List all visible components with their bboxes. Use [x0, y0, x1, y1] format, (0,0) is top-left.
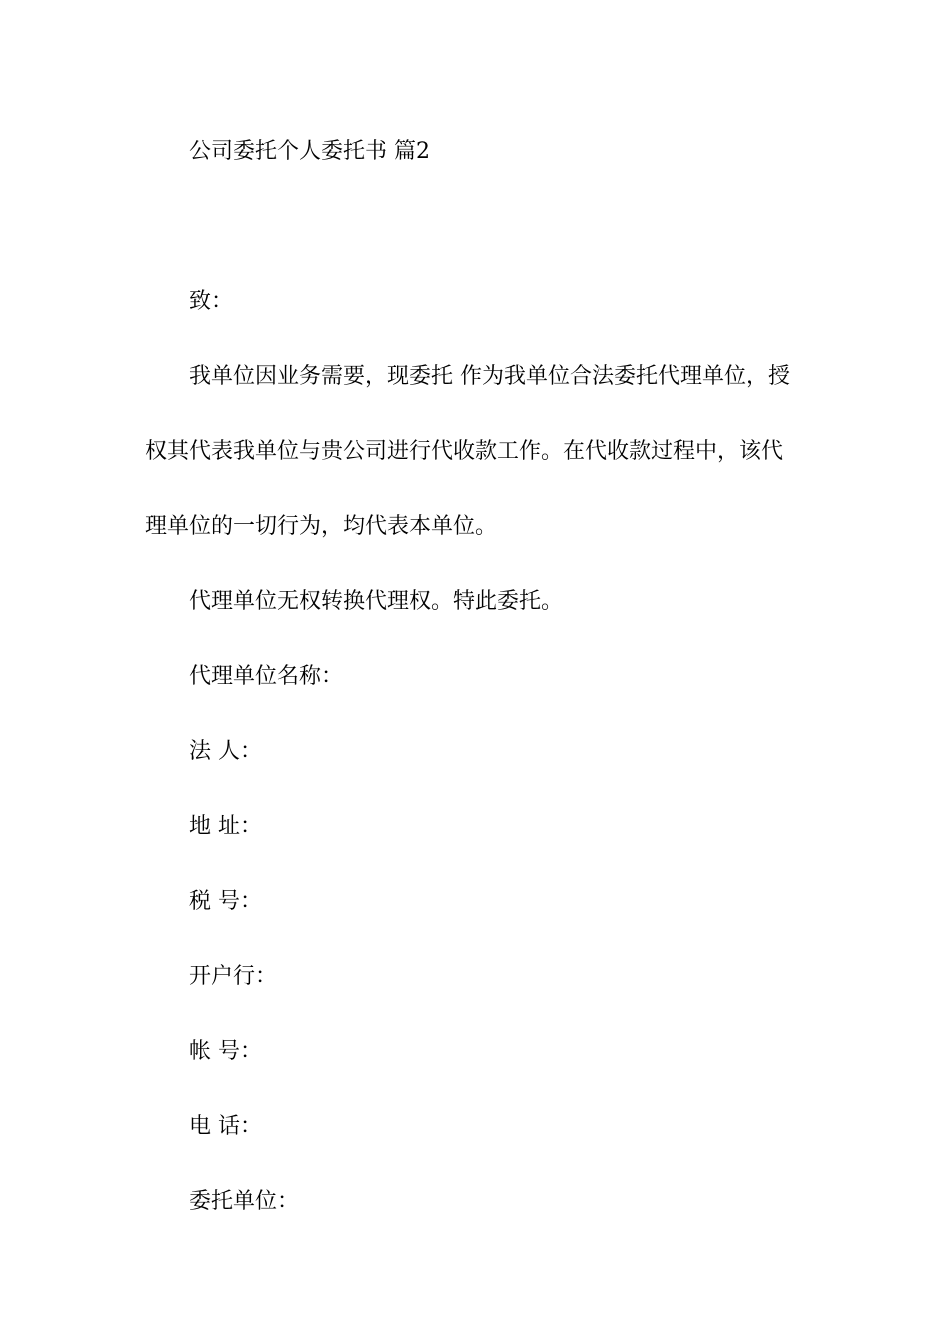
field-phone: 电 话： — [189, 1114, 262, 1139]
paragraph-1-line-3: 理单位的一切行为，均代表本单位。 — [145, 514, 498, 539]
salutation: 致： — [189, 289, 234, 314]
paragraph-2: 代理单位无权转换代理权。特此委托。 — [189, 589, 564, 614]
field-tax-number: 税 号： — [189, 889, 262, 914]
field-legal-person: 法 人： — [189, 739, 262, 764]
field-account-number: 帐 号： — [189, 1039, 262, 1064]
paragraph-1-line-2: 权其代表我单位与贵公司进行代收款工作。在代收款过程中，该代 — [145, 439, 784, 464]
field-entrusting-unit: 委托单位： — [189, 1189, 300, 1214]
paragraph-1-line-1: 我单位因业务需要，现委托 作为我单位合法委托代理单位，授 — [189, 364, 790, 389]
document-title: 公司委托个人委托书 篇2 — [189, 139, 430, 164]
field-bank: 开户行： — [189, 964, 278, 989]
field-address: 地 址： — [189, 814, 262, 839]
field-agent-name: 代理单位名称： — [189, 664, 344, 689]
